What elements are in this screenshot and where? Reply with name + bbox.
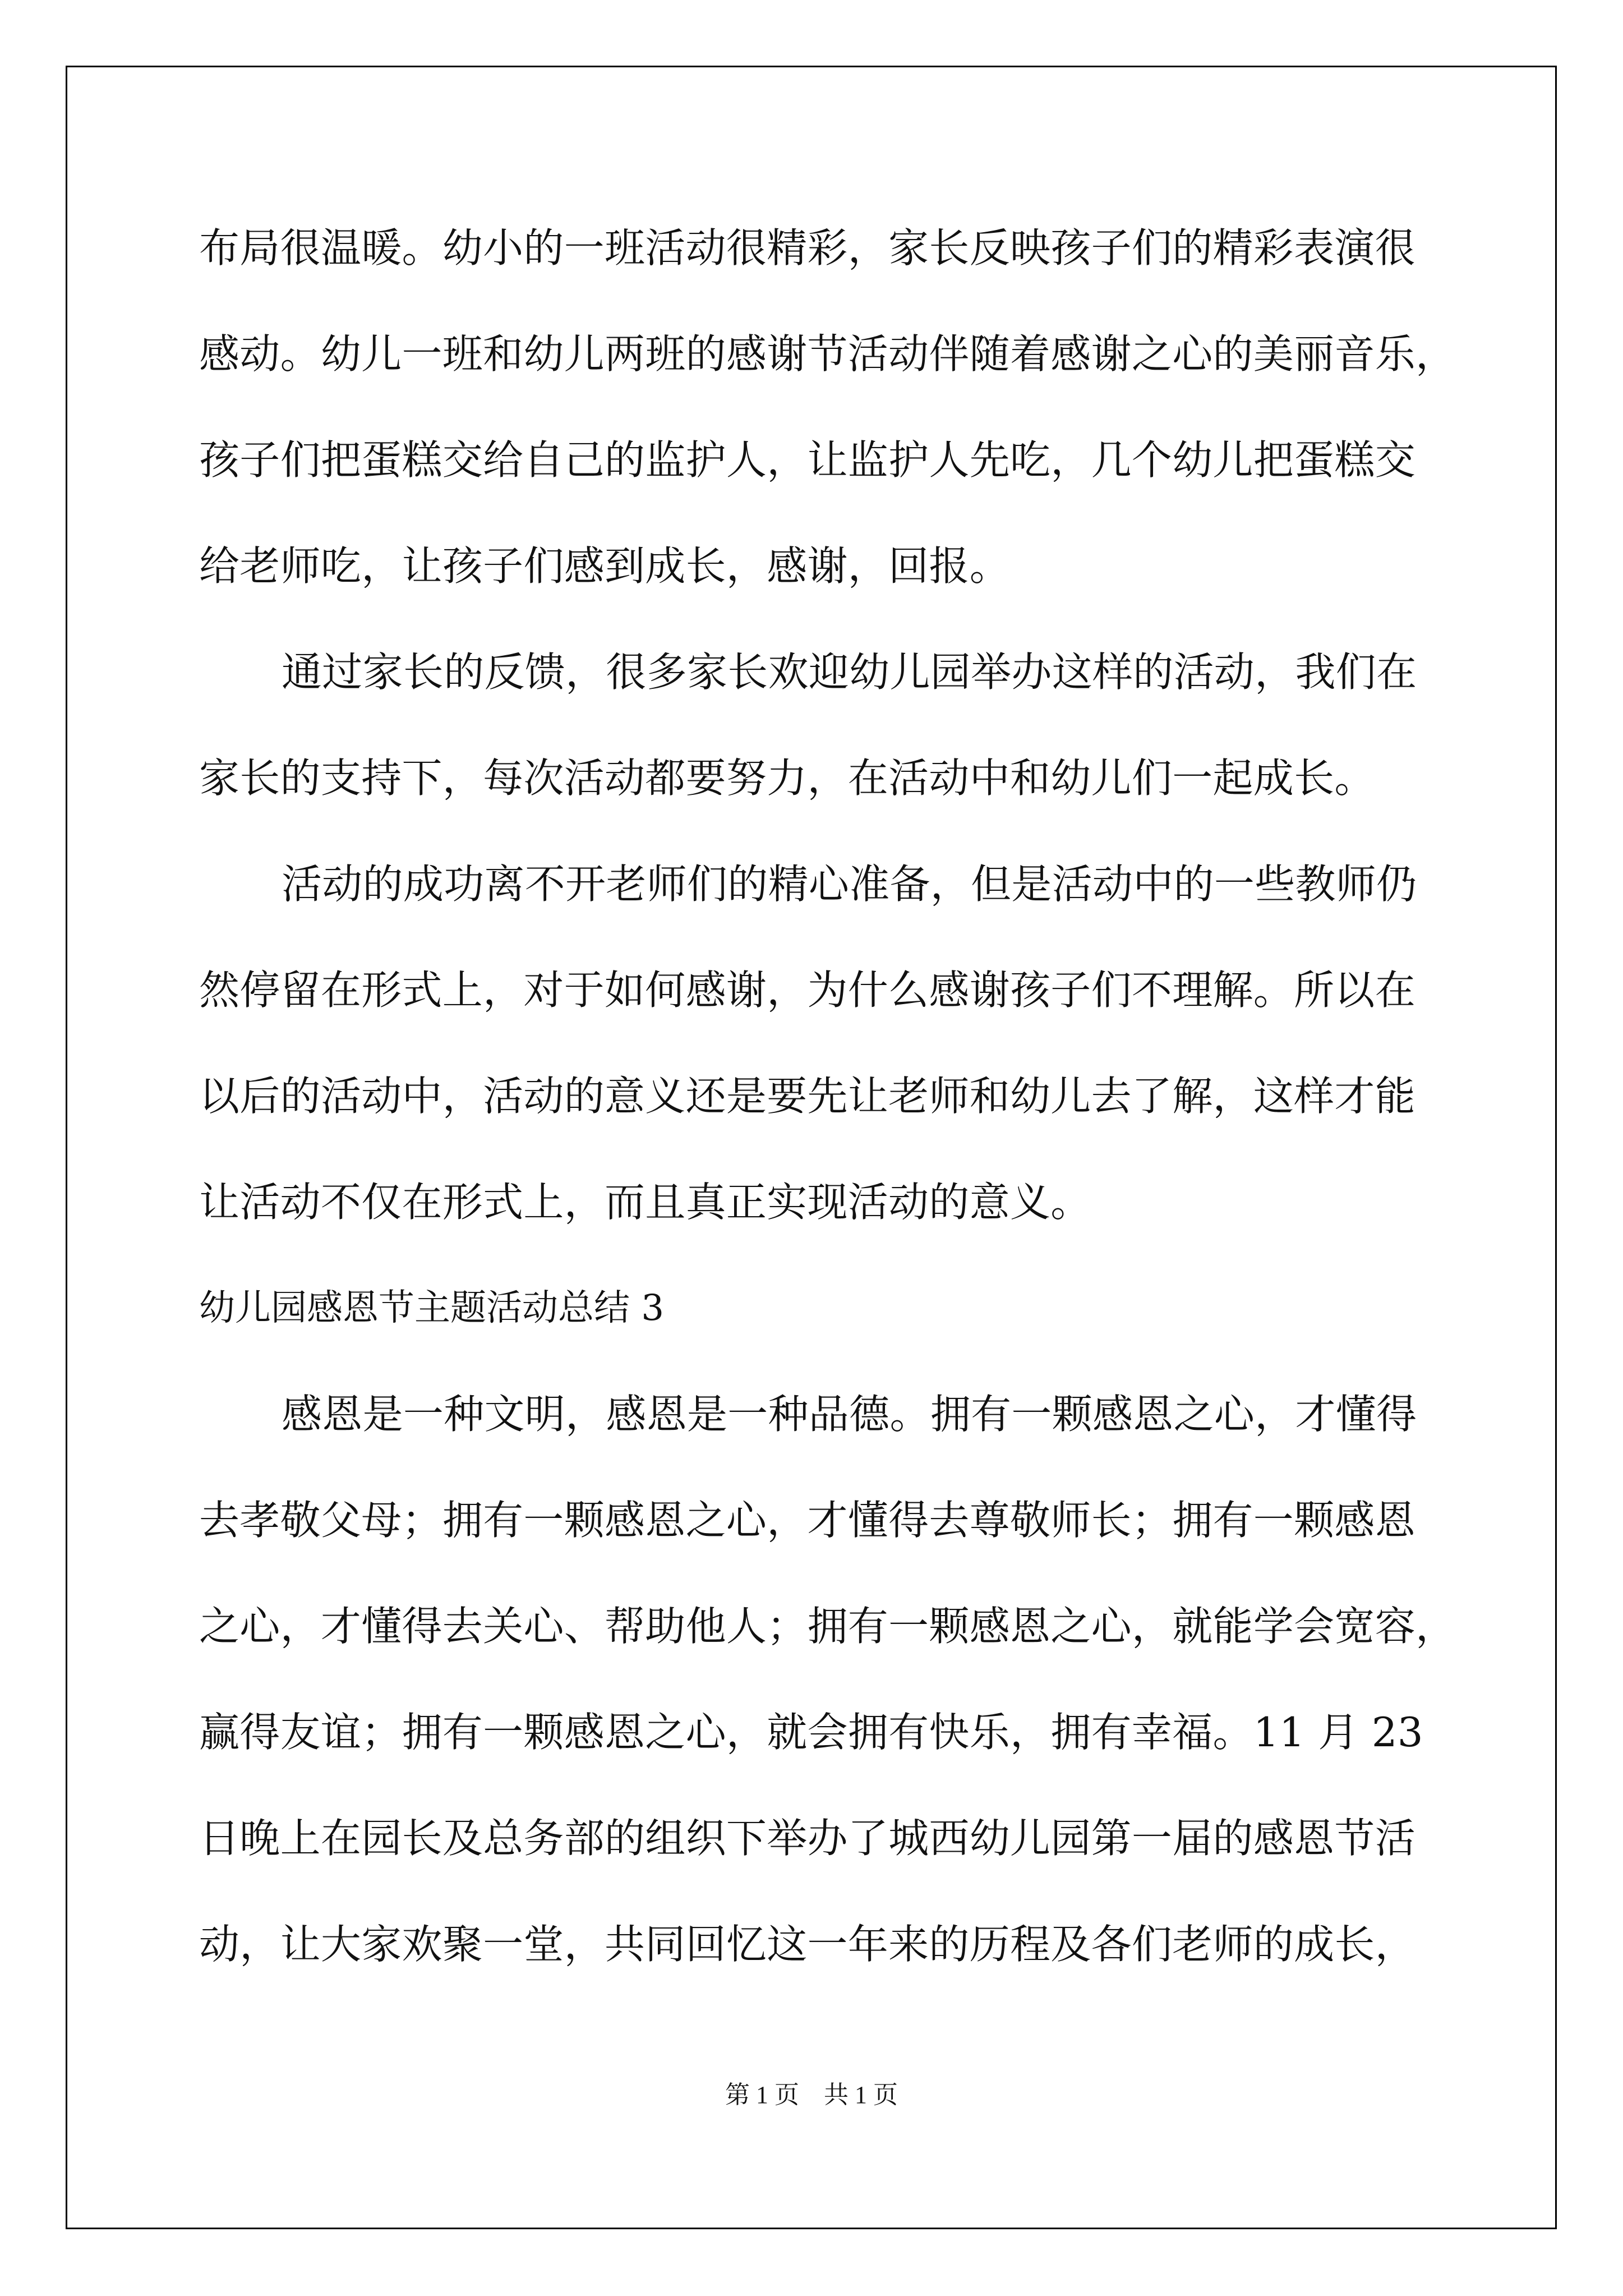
text-line: 之心，才懂得去关心、帮助他人；拥有一颗感恩之心，就能学会宽容，	[199, 1603, 1456, 1650]
text-line: 以后的活动中，活动的意义还是要先让老师和幼儿去了解，这样才能	[199, 1073, 1416, 1120]
text-line: 赢得友谊；拥有一颗感恩之心，就会拥有快乐，拥有幸福。11 月 23	[199, 1709, 1423, 1756]
text-line: 日晚上在园长及总务部的组织下举办了城西幼儿园第一届的感恩节活	[199, 1815, 1416, 1862]
text-line: 通过家长的反馈，很多家长欢迎幼儿园举办这样的活动，我们在	[282, 648, 1417, 696]
page-number: 第 1 页 共 1 页	[725, 2081, 898, 2109]
text-line: 家长的支持下，每次活动都要努力，在活动中和幼儿们一起成长。	[199, 754, 1375, 802]
text-line: 动，让大家欢聚一堂，共同回忆这一年来的历程及各们老师的成长，	[199, 1921, 1416, 1968]
text-line: 去孝敬父母；拥有一颗感恩之心，才懂得去尊敬师长；拥有一颗感恩	[199, 1497, 1416, 1544]
text-line: 孩子们把蛋糕交给自己的监护人，让监护人先吃，几个幼儿把蛋糕交	[199, 436, 1416, 484]
text-line: 然停留在形式上，对于如何感谢，为什么感谢孩子们不理解。所以在	[199, 967, 1416, 1014]
section-heading: 幼儿园感恩节主题活动总结 3	[199, 1287, 665, 1329]
text-line: 布局很温暖。幼小的一班活动很精彩，家长反映孩子们的精彩表演很	[199, 224, 1416, 272]
text-line: 让活动不仅在形式上，而且真正实现活动的意义。	[199, 1179, 1091, 1226]
text-line: 活动的成功离不开老师们的精心准备，但是活动中的一些教师仍	[282, 861, 1417, 908]
text-line: 给老师吃，让孩子们感到成长，感谢，回报。	[199, 542, 1011, 590]
text-line: 感恩是一种文明，感恩是一种品德。拥有一颗感恩之心，才懂得	[282, 1391, 1417, 1438]
document-body	[199, 209, 1456, 2011]
text-line: 感动。幼儿一班和幼儿两班的感谢节活动伴随着感谢之心的美丽音乐，	[199, 330, 1456, 378]
